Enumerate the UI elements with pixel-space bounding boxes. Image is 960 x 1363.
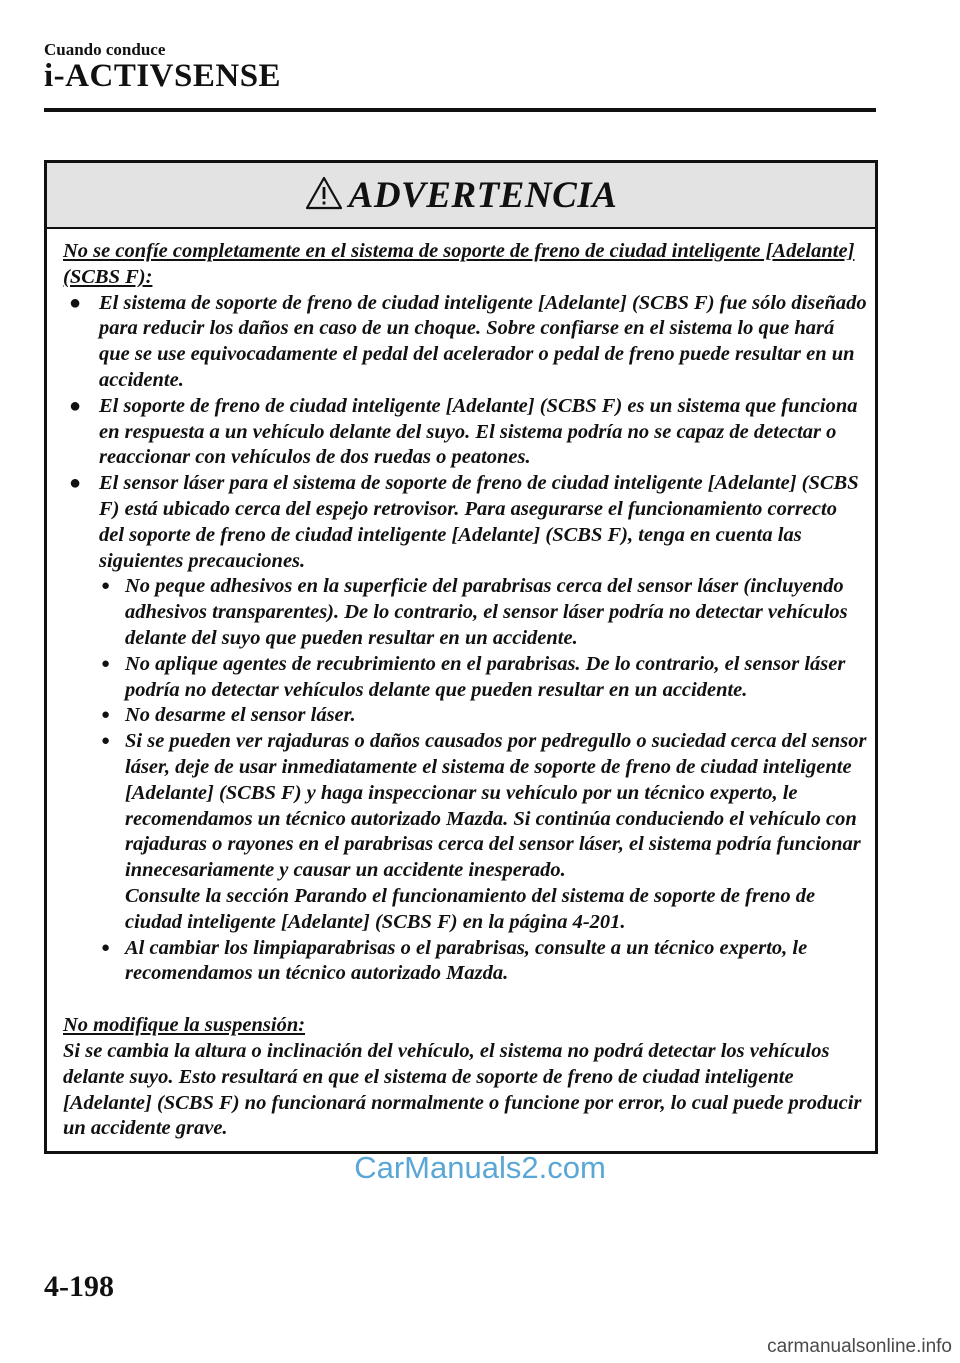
warning-subhead-suspension: No modifique la suspensión:	[63, 1014, 306, 1037]
bullet-text: El sistema de soporte de freno de ciudad inteligente [Adelante] (SCBS F) fue sólo diseñado para reducir los daños en caso de un choque. Sobre confiarse en el sistema lo que hará que se use equivocadamente el pedal del acelerador o pedal de freno puede resultar en un accidente.	[99, 291, 867, 391]
warning-sub-bullet	[63, 729, 867, 884]
bullet-dot: ●	[69, 394, 82, 417]
warning-sub-bullet	[63, 703, 867, 729]
sub-bullet-text: No aplique agentes de recubrimiento en el parabrisas. De lo contrario, el sensor láser podría no detectar vehículos delante que pueden resultar en un accidente.	[125, 652, 846, 701]
warning-header	[47, 163, 875, 229]
chapter-title: i-ACTIVSENSE	[44, 58, 282, 94]
warning-bullet	[63, 394, 867, 471]
paragraph-gap	[63, 987, 867, 1013]
sub-bullet-text: No peque adhesivos en la superficie del parabrisas cerca del sensor láser (incluyendo adhesivos transparentes). De lo contrario, el sensor láser podría no detectar vehículos delante del suyo que pueden resultar en un accidente.	[125, 575, 848, 649]
sub-bullet-text: No desarme el sensor láser.	[125, 704, 356, 727]
bullet-text: El sensor láser para el sistema de soporte de freno de ciudad inteligente [Adelante] (SCBS F) está ubicado cerca del espejo retrovisor. Para asegurarse el funcionamiento correcto del soporte de freno de ciudad inteligente [Adelante] (SCBS F), tenga en cuenta las siguientes precauciones.	[99, 472, 859, 572]
warning-bullet	[63, 471, 867, 574]
bullet-dot: ●	[69, 472, 82, 495]
page-reference-note: Consulte la sección Parando el funcionamiento del sistema de soporte de freno de ciudad inteligente [Adelante] (SCBS F) en la página 4-201.	[125, 884, 816, 933]
sub-bullet-dot: ●	[101, 707, 111, 724]
bullet-dot: ●	[69, 291, 82, 314]
sub-bullet-text: Si se pueden ver rajaduras o daños causados por pedregullo o suciedad cerca del sensor láser, deje de usar inmediatamente el sistema de soporte de freno de ciudad inteligente [Adelante] (SCBS F) y haga inspeccionar su vehículo por un técnico experto, le recomendamos un técnico autorizado Mazda. Si continúa conduciendo el vehículo con rajaduras o rayones en el parabrisas cerca del sensor láser, el sistema podría funcionar innecesariamente y causar un accidente inesperado.	[125, 730, 867, 882]
section-label: Cuando conduce	[44, 40, 166, 59]
sub-bullet-dot: ●	[101, 939, 111, 956]
warning-body	[47, 229, 875, 1142]
suspension-paragraph: Si se cambia la altura o inclinación del vehículo, el sistema no podrá detectar los vehículos delante suyo. Esto resultará en que el sistema de soporte de freno de ciudad inteligente [Adelante] (SCBS F) no funcionará normalmente o funcione por error, lo cual puede producir un accidente grave.	[63, 1039, 862, 1140]
warning-sub-bullet	[63, 652, 867, 704]
warning-sub-bullet	[63, 936, 867, 988]
warning-sub-bullet	[63, 574, 867, 651]
warning-box	[44, 160, 878, 1154]
sub-bullet-text: Al cambiar los limpiaparabrisas o el parabrisas, consulte a un técnico experto, le recomendamos un técnico autorizado Mazda.	[125, 936, 808, 985]
header-divider	[44, 108, 876, 112]
watermark-logo: CarManuals2.com	[354, 1150, 606, 1185]
sub-bullet-dot: ●	[101, 733, 111, 750]
footer-url: carmanualsonline.info	[767, 1336, 952, 1357]
warning-bullet	[63, 291, 867, 394]
sub-bullet-dot: ●	[101, 578, 111, 595]
warning-subhead-reliance: No se confíe completamente en el sistema de soporte de freno de ciudad inteligente [Adelante] (SCBS F):	[63, 240, 855, 288]
warning-triangle-icon	[305, 176, 343, 210]
page-number: 4-198	[44, 1270, 114, 1303]
bullet-text: El soporte de freno de ciudad inteligente [Adelante] (SCBS F) es un sistema que funciona en respuesta a un vehículo delante del suyo. El sistema podría no se capaz de detectar o reaccionar con vehículos de dos ruedas o peatones.	[99, 394, 858, 469]
warning-title: ADVERTENCIA	[348, 174, 618, 216]
sub-bullet-dot: ●	[101, 655, 111, 672]
